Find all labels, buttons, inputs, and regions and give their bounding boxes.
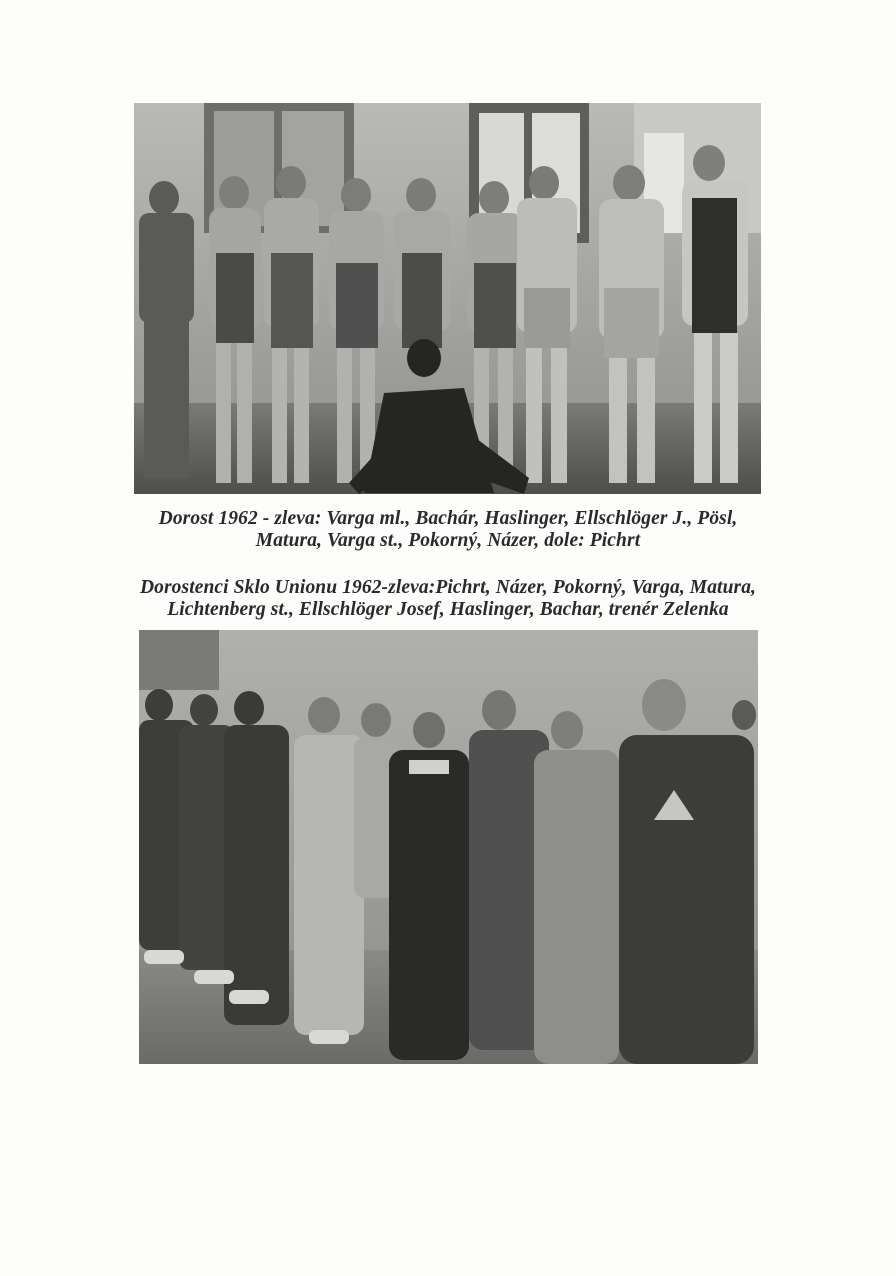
wrestling-team-photo-graphic [134, 103, 761, 494]
top-caption-line-2: Matura, Varga st., Pokorný, Názer, dole: Pichrt [255, 530, 641, 551]
bottom-photo-caption [60, 577, 836, 621]
top-caption-line-1: Dorost 1962 - zleva: Varga ml., Bachár, Haslinger, Ellschlöger J., Pösl, [158, 508, 738, 529]
bottom-caption-line-2: Lichtenberg st., Ellschlöger Josef, Haslinger, Bachar, trenér Zelenka [167, 599, 729, 620]
youth-team-photo-1962 [139, 630, 758, 1064]
wrestling-team-photo-1962 [134, 103, 761, 494]
top-photo-caption [60, 508, 836, 552]
bottom-caption-line-1: Dorostenci Sklo Unionu 1962-zleva:Pichrt, Názer, Pokorný, Varga, Matura, [139, 577, 757, 598]
youth-team-photo-graphic [139, 630, 758, 1064]
